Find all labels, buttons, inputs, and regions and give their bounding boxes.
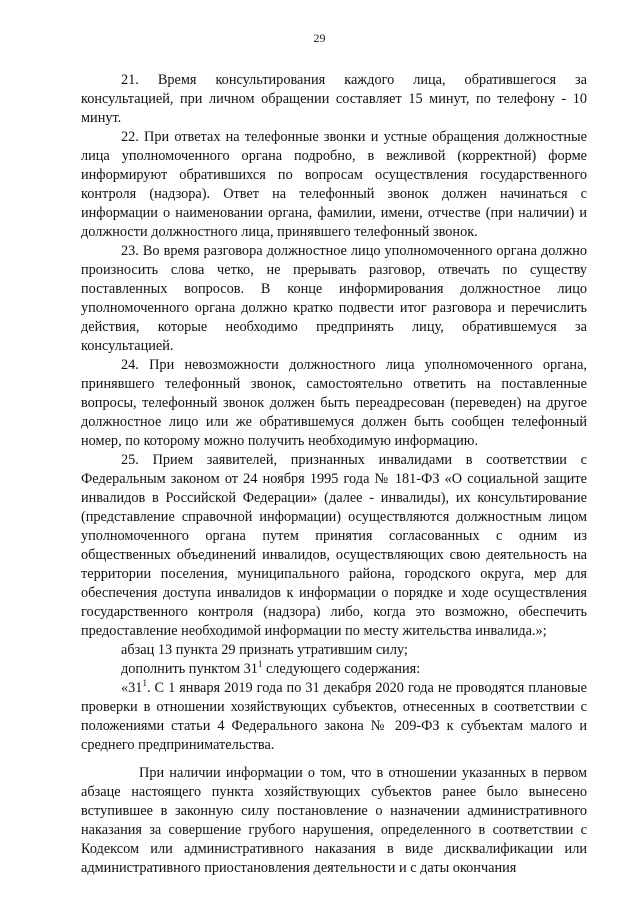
page-number: 29 — [313, 31, 326, 45]
paragraph-31-1-text: . С 1 января 2019 года по 31 декабря 2020 года не проводятся плановые проверки в отношении хозяйствующих субъектов, отнесенных в соответствии с положениями статьи 4 Федерального закона № 209-ФЗ к субъектам малого и среднего предпринимательства. — [81, 680, 587, 753]
paragraph-31-1-number: «31 — [121, 680, 143, 696]
paragraph-22: 22. При ответах на телефонные звонки и устные обращения должностные лица уполномоченного органа подробно, в вежливой (корректной) форме информируют обратившихся по вопросам осуществления государственного контроля (надзора). Ответ на телефонный звонок должен начинаться с информации о наименовании органа, фамилии, имени, отчестве (при наличии) и должности должностного лица, принявшего телефонный звонок. — [81, 129, 587, 240]
amendment-add-text-end: следующего содержания: — [262, 661, 421, 677]
paragraph-31-1 — [81, 679, 587, 755]
paragraph-continuation: При наличии информации о том, что в отношении указанных в первом абзаце настоящего пункта хозяйствующих субъектов ранее было вынесено вступившее в законную силу постановление о назначении административного наказания за совершение грубого нарушения, определенного в соответствии с Кодексом или административного наказания в виде дисквалификации или административного приостановления деятельности и с даты окончания — [81, 765, 587, 876]
paragraph-25: 25. Прием заявителей, признанных инвалидами в соответствии с Федеральным законом от 24 ноября 1995 года № 181-ФЗ «О социальной защите инвалидов в Российской Федерации» (далее - инвалиды), их консультирование (представление справочной информации) осуществляются должностным лицом уполномоченного органа путем принятия согласованных с одним из общественных объединений инвалидов, осуществляющих свою деятельность на территории поселения, муниципального района, городского округа, мер для обеспечения доступа инвалидов к информации о порядке и ходе осуществления государственного контроля (надзора) либо, когда это возможно, обеспечить предоставление необходимой информации по месту жительства инвалида.»; — [81, 452, 587, 639]
amendment-add-text: дополнить пунктом 31 — [121, 661, 258, 677]
paragraph-23: 23. Во время разговора должностное лицо уполномоченного органа должно произносить слова четко, не прерывать разговор, отвечать по существу поставленных вопросов. В конце информирования должностное лицо уполномоченного органа должно кратко подвести итог разговора и перечислить действия, которые необходимо предпринять лицу, обратившемуся за консультацией. — [81, 243, 587, 354]
paragraph-21: 21. Время консультирования каждого лица, обратившегося за консультацией, при личном обращении составляет 15 минут, по телефону - 10 минут. — [81, 72, 587, 126]
paragraph-24: 24. При невозможности должностного лица уполномоченного органа, принявшего телефонный звонок, самостоятельно ответить на поставленные вопросы, телефонный звонок должен быть переадресован (переведен) на другое должностное лицо или же обратившемуся должен быть сообщен телефонный номер, по которому можно получить необходимую информацию. — [81, 357, 587, 449]
superscript: 1 — [257, 659, 263, 670]
superscript: 1 — [142, 678, 147, 689]
amendment-add-line — [81, 660, 587, 679]
amendment-repeal-line: абзац 13 пункта 29 признать утратившим силу; — [121, 642, 408, 658]
document-body — [81, 71, 587, 878]
